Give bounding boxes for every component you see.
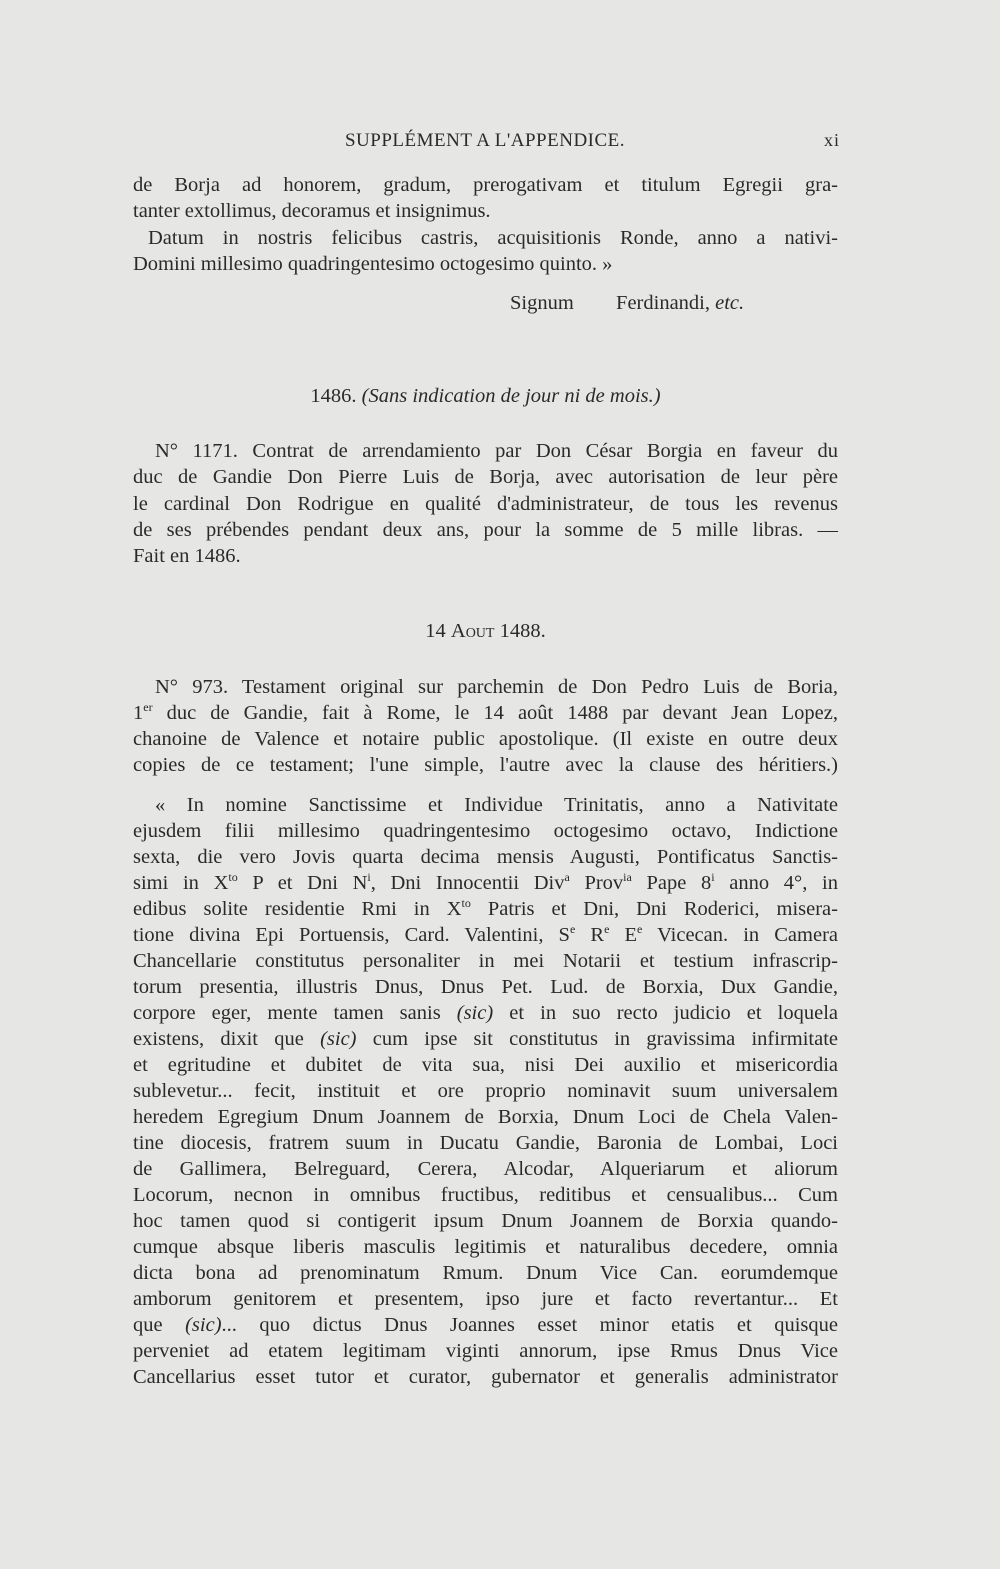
date-month: Aout (450, 620, 495, 642)
date-day: 14 (425, 620, 446, 642)
text-line: de Borja ad honorem, gradum, prerogativam et titulum Egregii gra- (133, 174, 838, 196)
date-year: 1488. (499, 620, 546, 642)
text-line: hoc tamen quod si contigerit ipsum Dnum Joannem de Borxia quando- (133, 1210, 838, 1232)
text-line: Datum in nostris felicibus castris, acquisitionis Ronde, anno a nativi- (148, 227, 838, 249)
text-line: duc de Gandie Don Pierre Luis de Borja, avec autorisation de leur père (133, 466, 838, 488)
text-line: Fait en 1486. (133, 545, 241, 567)
text-line: ejusdem filii millesimo quadringentesimo octogesimo octavo, Indictione (133, 820, 838, 842)
date-heading (133, 620, 838, 643)
text-line: copies de ce testament; l'une simple, l'autre avec la clause des héritiers.) (133, 754, 838, 776)
date-heading (133, 385, 838, 408)
header-title: SUPPLÉMENT A L'APPENDICE. (344, 130, 626, 151)
text-line: heredem Egregium Dnum Joannem de Borxia, Dnum Loci de Chela Valen- (133, 1106, 838, 1128)
text-line: « In nomine Sanctissime et Individue Trinitatis, anno a Nativitate (155, 794, 838, 816)
text-line: chanoine de Valence et notaire public apostolique. (Il existe en outre deux (133, 728, 838, 750)
text-line: tione divina Epi Portuensis, Card. Valentini, $S^e$ $R^e$ $E^e$ Vicecan. in Camera (133, 922, 839, 946)
date-year: 1486. (310, 385, 357, 407)
text-line: existens, dixit que (sic) cum ipse sit constitutus in gravissima infirmitate (133, 1028, 838, 1050)
text-line: et egritudine et dubitet de vita sua, nisi Dei auxilio et misericordia (133, 1054, 838, 1076)
running-header (130, 130, 840, 160)
text-line: edibus solite residentie Rmi in $X^{to}$ Patris et Dni, Dni Roderici, misera- (133, 896, 838, 920)
text-line: corpore eger, mente tamen sanis (sic) et in suo recto judicio et loquela (133, 1002, 838, 1024)
page-number: xi (823, 130, 840, 150)
text-line: simi in $X^{to}$ P et Dni $N^i$, Dni Innocentii Div$^a$ Prov$^{ia}$ Pape 8$^i$ anno 4°, in (133, 870, 838, 894)
text-line: de Gallimera, Belreguard, Cerera, Alcodar, Alqueriarum et aliorum (133, 1158, 838, 1180)
text-line: sublevetur... fecit, instituit et ore proprio nominavit suum universalem (133, 1080, 838, 1102)
text-line: N° 1171. Contrat de arrendamiento par Don César Borgia en faveur du (155, 440, 838, 462)
text-line: torum presentia, illustris Dnus, Dnus Pet. Lud. de Borxia, Dux Gandie, (133, 976, 838, 998)
text-line: que (sic)... quo dictus Dnus Joannes esset minor etatis et quisque (133, 1314, 838, 1336)
signature-line (510, 292, 744, 315)
text-line: 1er duc de Gandie, fait à Rome, le 14 août 1488 par devant Jean Lopez, (133, 700, 838, 724)
text-line: le cardinal Don Rodrigue en qualité d'administrateur, de tous les revenus (133, 493, 838, 515)
date-note: (Sans indication de jour ni de mois.) (361, 385, 661, 407)
text-line: Cancellarius esset tutor et curator, gubernator et generalis administrator (133, 1366, 838, 1388)
text-line: Locorum, necnon in omnibus fructibus, reditibus et censualibus... Cum (133, 1184, 838, 1206)
signature-name: Ferdinandi, (616, 292, 710, 314)
text-line: tine diocesis, fratrem suum in Ducatu Gandie, Baronia de Lombai, Loci (133, 1132, 838, 1154)
text-line: Domini millesimo quadringentesimo octogesimo quinto. » (133, 253, 613, 275)
signature-etc: etc. (715, 292, 745, 314)
text-line: tanter extollimus, decoramus et insignimus. (133, 200, 491, 222)
text-line: de ses prébendes pendant deux ans, pour la somme de 5 mille libras. — (133, 519, 838, 541)
text-line: sexta, die vero Jovis quarta decima mensis Augusti, Pontificatus Sanctis- (133, 846, 838, 868)
text-line: dicta bona ad prenominatum Rmum. Dnum Vice Can. eorumdemque (133, 1262, 838, 1284)
text-line: N° 973. Testament original sur parchemin de Don Pedro Luis de Boria, (155, 676, 838, 698)
text-line: amborum genitorem et presentem, ipso jure et facto revertantur... Et (133, 1288, 838, 1310)
text-line: Chancellarie constitutus personaliter in mei Notarii et testium infrascrip- (133, 950, 838, 972)
text-line: perveniet ad etatem legitimam viginti annorum, ipse Rmus Dnus Vice (133, 1340, 838, 1362)
signature-word: Signum (510, 292, 574, 314)
text-line: cumque absque liberis masculis legitimis et naturalibus decedere, omnia (133, 1236, 838, 1258)
